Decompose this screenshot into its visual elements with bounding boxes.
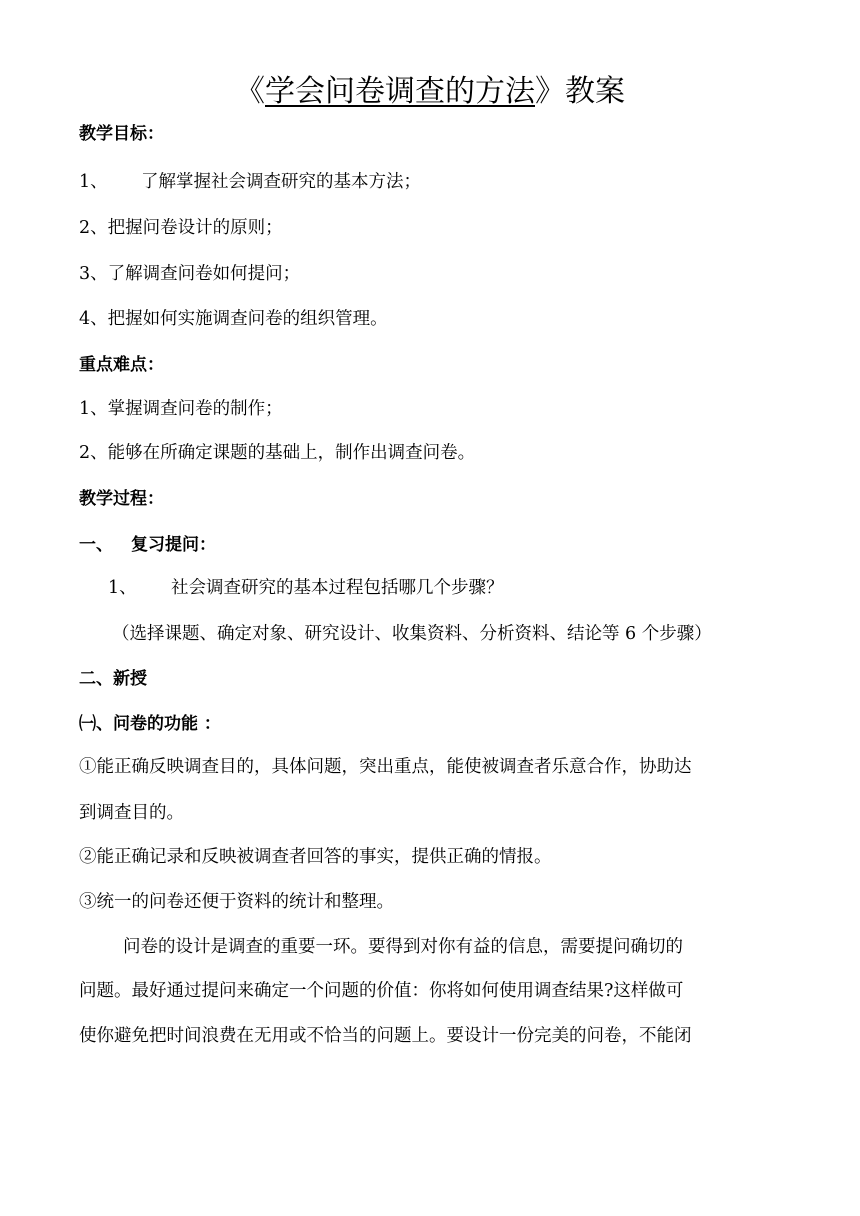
function-line-1: ①能正确反映调查目的，具体问题，突出重点，能使被调查者乐意合作，协助达 [79, 757, 692, 777]
paragraph-line-1-text: 问卷的设计是调查的重要一环。要得到对你有益的信息，需要提问确切的 [123, 937, 683, 957]
key-points-heading: 重点难点： [79, 355, 164, 375]
title-open-bracket: 《 [235, 74, 265, 109]
section-2-heading: 二、新授 [79, 669, 147, 689]
goal-item-4: 4、把握如何实施调查问卷的组织管理。 [79, 309, 388, 329]
section-1-number: 一、 [79, 535, 113, 555]
goal-item-3: 3、了解调查问卷如何提问； [79, 264, 301, 284]
section-1-heading [79, 530, 789, 560]
goals-heading: 教学目标： [79, 124, 164, 144]
function-line-2: 到调查目的。 [79, 803, 184, 823]
function-line-3: ②能正确记录和反映被调查者回答的事实，提供正确的情报。 [79, 847, 552, 867]
paragraph-line-1 [79, 932, 789, 962]
key-point-2: 2、能够在所确定课题的基础上，制作出调查问卷。 [79, 443, 476, 463]
review-question-text: 社会调查研究的基本过程包括哪几个步骤？ [171, 578, 504, 598]
paragraph-line-2: 问题。最好通过提问来确定一个问题的价值：你将如何使用调查结果?这样做可 [79, 981, 684, 1001]
function-line-4: ③统一的问卷还便于资料的统计和整理。 [79, 892, 394, 912]
section-1-title: 复习提问： [131, 535, 216, 555]
goal-item-2: 2、把握问卷设计的原则； [79, 218, 283, 238]
key-point-1: 1、掌握调查问卷的制作； [79, 399, 283, 419]
document-title [0, 70, 860, 114]
review-answer: （选择课题、确定对象、研究设计、收集资料、分析资料、结论等 6 个步骤） [112, 624, 712, 644]
process-heading: 教学过程： [79, 489, 164, 509]
review-question [108, 573, 818, 603]
goal-item-1-number: 1、 [79, 172, 108, 192]
goal-item-1 [79, 167, 789, 197]
review-question-number: 1、 [108, 578, 137, 598]
paragraph-line-3: 使你避免把时间浪费在无用或不恰当的问题上。要设计一份完美的问卷，不能闭 [79, 1026, 692, 1046]
goal-item-1-text: 了解掌握社会调查研究的基本方法； [141, 172, 421, 192]
title-close-text: 》教案 [535, 74, 625, 109]
subsection-1-heading: ㈠、问卷的功能 ： [79, 714, 221, 734]
title-main-text: 学会问卷调查的方法 [265, 74, 535, 109]
